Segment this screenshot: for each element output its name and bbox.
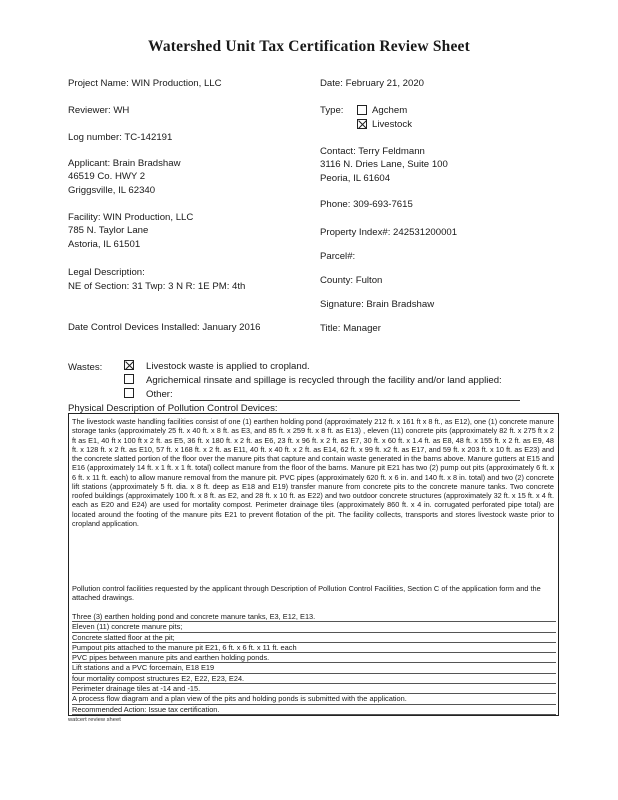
county: County: Fulton xyxy=(320,275,383,286)
list-item: PVC pipes between manure pits and earthen holding ponds. xyxy=(72,653,556,663)
wastes-label: Wastes: xyxy=(68,362,103,373)
property-index: Property Index#: 242531200001 xyxy=(320,227,458,238)
applicant-city: Griggsville, IL 62340 xyxy=(68,185,156,196)
list-item: Lift stations and a PVC forcemain, E18 E19 xyxy=(72,663,556,673)
list-item: Pumpout pits attached to the manure pit E21, 6 ft. x 6 ft. x 11 ft. each xyxy=(72,643,556,653)
list-item: Recommended Action: Issue tax certification. xyxy=(72,705,556,715)
document-title: Watershed Unit Tax Certification Review Sheet xyxy=(148,38,470,55)
log-number: Log number: TC-142191 xyxy=(68,132,173,143)
livestock-checkbox xyxy=(357,119,367,129)
list-item: four mortality compost structures E2, E22, E23, E24. xyxy=(72,674,556,684)
reviewer: Reviewer: WH xyxy=(68,105,130,116)
facility-city: Astoria, IL 61501 xyxy=(68,239,141,250)
other-checkbox xyxy=(124,388,134,398)
phone: Phone: 309-693-7615 xyxy=(320,199,413,210)
agchem-checkbox xyxy=(357,105,367,115)
physical-description-paragraph: The livestock waste handling facilities consist of one (1) earthen holding pond (approximately 212 ft. x 161 ft x 8 ft., as E12), one (1) concrete manure storage tanks (approximately 25 ft. x 40 ft. x 8 ft. as E3, and 85 ft. x 259 ft. x 8 ft. as E13) , eleven (11) concrete pits (approximately 82 ft. x 275 ft x 2 ft as E1, 40 ft x 100 ft x 2 ft. as E5, 36 ft. x 180 ft. x 2 ft. as E6, 23 ft. x 96 ft. x 2 ft. as E7, 30 ft. x 60 ft. x 1.4 ft. as E8, 48 ft. x 155 ft. x 2 ft. as E9, 48 ft. x 128 ft. x 2 ft. as E10, 57 ft. x 168 ft. x 2 ft. as E11, 40 ft. x 40 ft. x 2 ft. as E14, 62 ft. x 99 ft. x2 ft. as E17, and 59 ft. x 203 ft. x 10 ft. as E23) and the concrete slatted portion of the floor over the manure pits that capture and contain waste generated in the barns above. Manure gutters at E15 and E16 (approximately 14 ft. x 1 ft. x 1 ft. total) collect manure from the floor of the barns. Manure pit E21 has two (2) pump out pits (approximately 6 ft. x 6 ft. x 11 ft. each) to allow manure removal from the manure pit. PVC pipes (approximately 620 ft. x 6 in. and 140 ft. x 8 in. total) and two (2) concrete lift stations (approximately 5 ft. dia. x 8 ft. deep as E18 and E19) transfer manure from concrete pits to the concrete manure tanks. Two concrete roofed buildings (approximately 100 ft. x 8 ft. as E2, and 28 ft. x 10 ft. as E22) and two outdoor concrete structures (approximately 32 ft. x 15 ft. x 4 ft. each as E20 and E24) are used for mortality compost. Perimeter drainage tiles (approximately 860 ft. x 4 in. corrugated perforated pipe total) are located around the footing of the manure pits E21 to prevent flotation of the pit. The facility collects, transports and stores livestock waste prior to cropland application. xyxy=(72,417,554,528)
date-field: Date: February 21, 2020 xyxy=(320,78,424,89)
list-item: Concrete slatted floor at the pit; xyxy=(72,633,556,643)
list-item: Three (3) earthen holding pond and concrete manure tanks, E3, E12, E13. xyxy=(72,612,556,622)
footer-label: watcert review sheet xyxy=(68,717,121,723)
type-label: Type: xyxy=(320,105,344,116)
project-name: Project Name: WIN Production, LLC xyxy=(68,78,222,89)
parcel: Parcel#: xyxy=(320,251,356,262)
contact-address: 3116 N. Dries Lane, Suite 100 xyxy=(320,159,448,170)
facility-name: Facility: WIN Production, LLC xyxy=(68,212,194,223)
agchem-label: Agchem xyxy=(372,105,408,116)
list-item: A process flow diagram and a plan view of the pits and holding ponds is submitted with the application. xyxy=(72,694,556,704)
physical-description-box xyxy=(68,413,559,716)
control-devices-installed: Date Control Devices Installed: January 2016 xyxy=(68,322,261,333)
list-item: Eleven (11) concrete manure pits; xyxy=(72,622,556,632)
pollution-control-request-paragraph: Pollution control facilities requested by the applicant through Description of Pollution Control Facilities, Section C of the application form and the attached drawings. xyxy=(72,584,541,603)
facility-address: 785 N. Taylor Lane xyxy=(68,225,149,236)
livestock-waste-option: Livestock waste is applied to cropland. xyxy=(146,361,310,372)
contact-name: Contact: Terry Feldmann xyxy=(320,146,425,157)
title-field: Title: Manager xyxy=(320,323,381,334)
legal-description-label: Legal Description: xyxy=(68,267,145,278)
livestock-waste-checkbox xyxy=(124,360,134,370)
legal-description: NE of Section: 31 Twp: 3 N R: 1E PM: 4th xyxy=(68,281,246,292)
livestock-label: Livestock xyxy=(372,119,412,130)
agrichemical-option: Agrichemical rinsate and spillage is recycled through the facility and/or land applied: xyxy=(146,375,502,386)
agrichemical-checkbox xyxy=(124,374,134,384)
list-item: Perimeter drainage tiles at -14 and -15. xyxy=(72,684,556,694)
applicant-address: 46519 Co. HWY 2 xyxy=(68,171,146,182)
applicant-name: Applicant: Brain Bradshaw xyxy=(68,158,181,169)
control-facilities-list xyxy=(72,612,556,715)
contact-city: Peoria, IL 61604 xyxy=(320,173,391,184)
other-underline xyxy=(190,400,520,401)
other-option: Other: xyxy=(146,389,173,400)
physical-description-heading: Physical Description of Pollution Control Devices: xyxy=(68,403,278,414)
signature: Signature: Brain Bradshaw xyxy=(320,299,435,310)
